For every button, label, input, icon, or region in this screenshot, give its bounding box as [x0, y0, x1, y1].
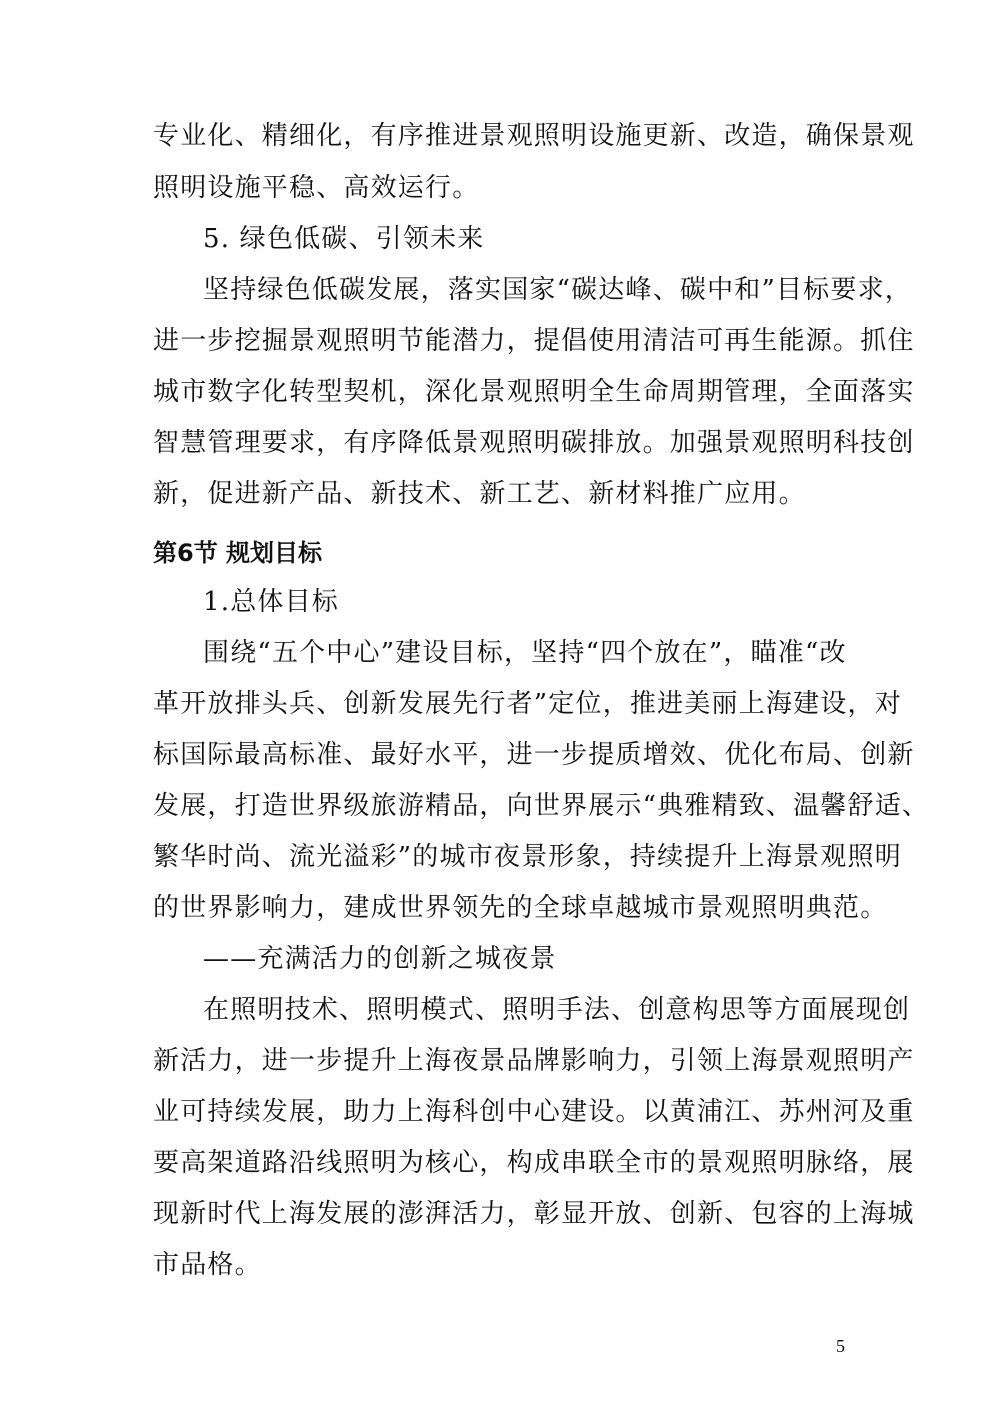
paragraph-line: 业可持续发展，助力上海科创中心建设。以黄浦江、苏州河及重 [153, 1097, 915, 1127]
paragraph-line: 革开放排头兵、创新发展先行者”定位，推进美丽上海建设，对 [153, 689, 902, 719]
paragraph-line: 标国际最高标准、最好水平，进一步提质增效、优化布局、创新 [153, 740, 915, 770]
paragraph-line: 进一步挖掘景观照明节能潜力，提倡使用清洁可再生能源。抓住 [153, 326, 915, 356]
subsection-title: 1.总体目标 [203, 587, 340, 617]
paragraph-line: 的世界影响力，建成世界领先的全球卓越城市景观照明典范。 [153, 893, 888, 923]
paragraph-line: 智慧管理要求，有序降低景观照明碳排放。加强景观照明科技创 [153, 428, 915, 458]
paragraph-line: 城市数字化转型契机，深化景观照明全生命周期管理，全面落实 [153, 377, 915, 407]
paragraph-line: 照明设施平稳、高效运行。 [153, 173, 480, 203]
paragraph-line: 繁华时尚、流光溢彩”的城市夜景形象，持续提升上海景观照明 [153, 842, 902, 872]
paragraph-line: 现新时代上海发展的澎湃活力，彰显开放、创新、包容的上海城 [153, 1199, 915, 1229]
subsection-title: 5. 绿色低碳、引领未来 [203, 224, 485, 254]
paragraph-line: 发展，打造世界级旅游精品，向世界展示“典雅精致、温馨舒适、 [153, 791, 930, 821]
paragraph-line: 新活力，进一步提升上海夜景品牌影响力，引领上海景观照明产 [153, 1046, 915, 1076]
page-number: 5 [836, 1336, 845, 1356]
section-heading: 第6节 规划目标 [153, 539, 323, 567]
paragraph-line: 专业化、精细化，有序推进景观照明设施更新、改造，确保景观 [153, 121, 915, 151]
paragraph-line: 围绕“五个中心”建设目标，坚持“四个放在”，瞄准“改 [203, 638, 847, 668]
paragraph-line: 坚持绿色低碳发展，落实国家“碳达峰、碳中和”目标要求， [203, 275, 912, 305]
paragraph-line: 要高架道路沿线照明为核心，构成串联全市的景观照明脉络，展 [153, 1148, 915, 1178]
paragraph-line: 市品格。 [153, 1250, 262, 1280]
paragraph-line: 在照明技术、照明模式、照明手法、创意构思等方面展现创 [203, 995, 911, 1025]
subsection-title: ——充满活力的创新之城夜景 [203, 944, 557, 974]
paragraph-line: 新，促进新产品、新技术、新工艺、新材料推广应用。 [153, 479, 806, 509]
